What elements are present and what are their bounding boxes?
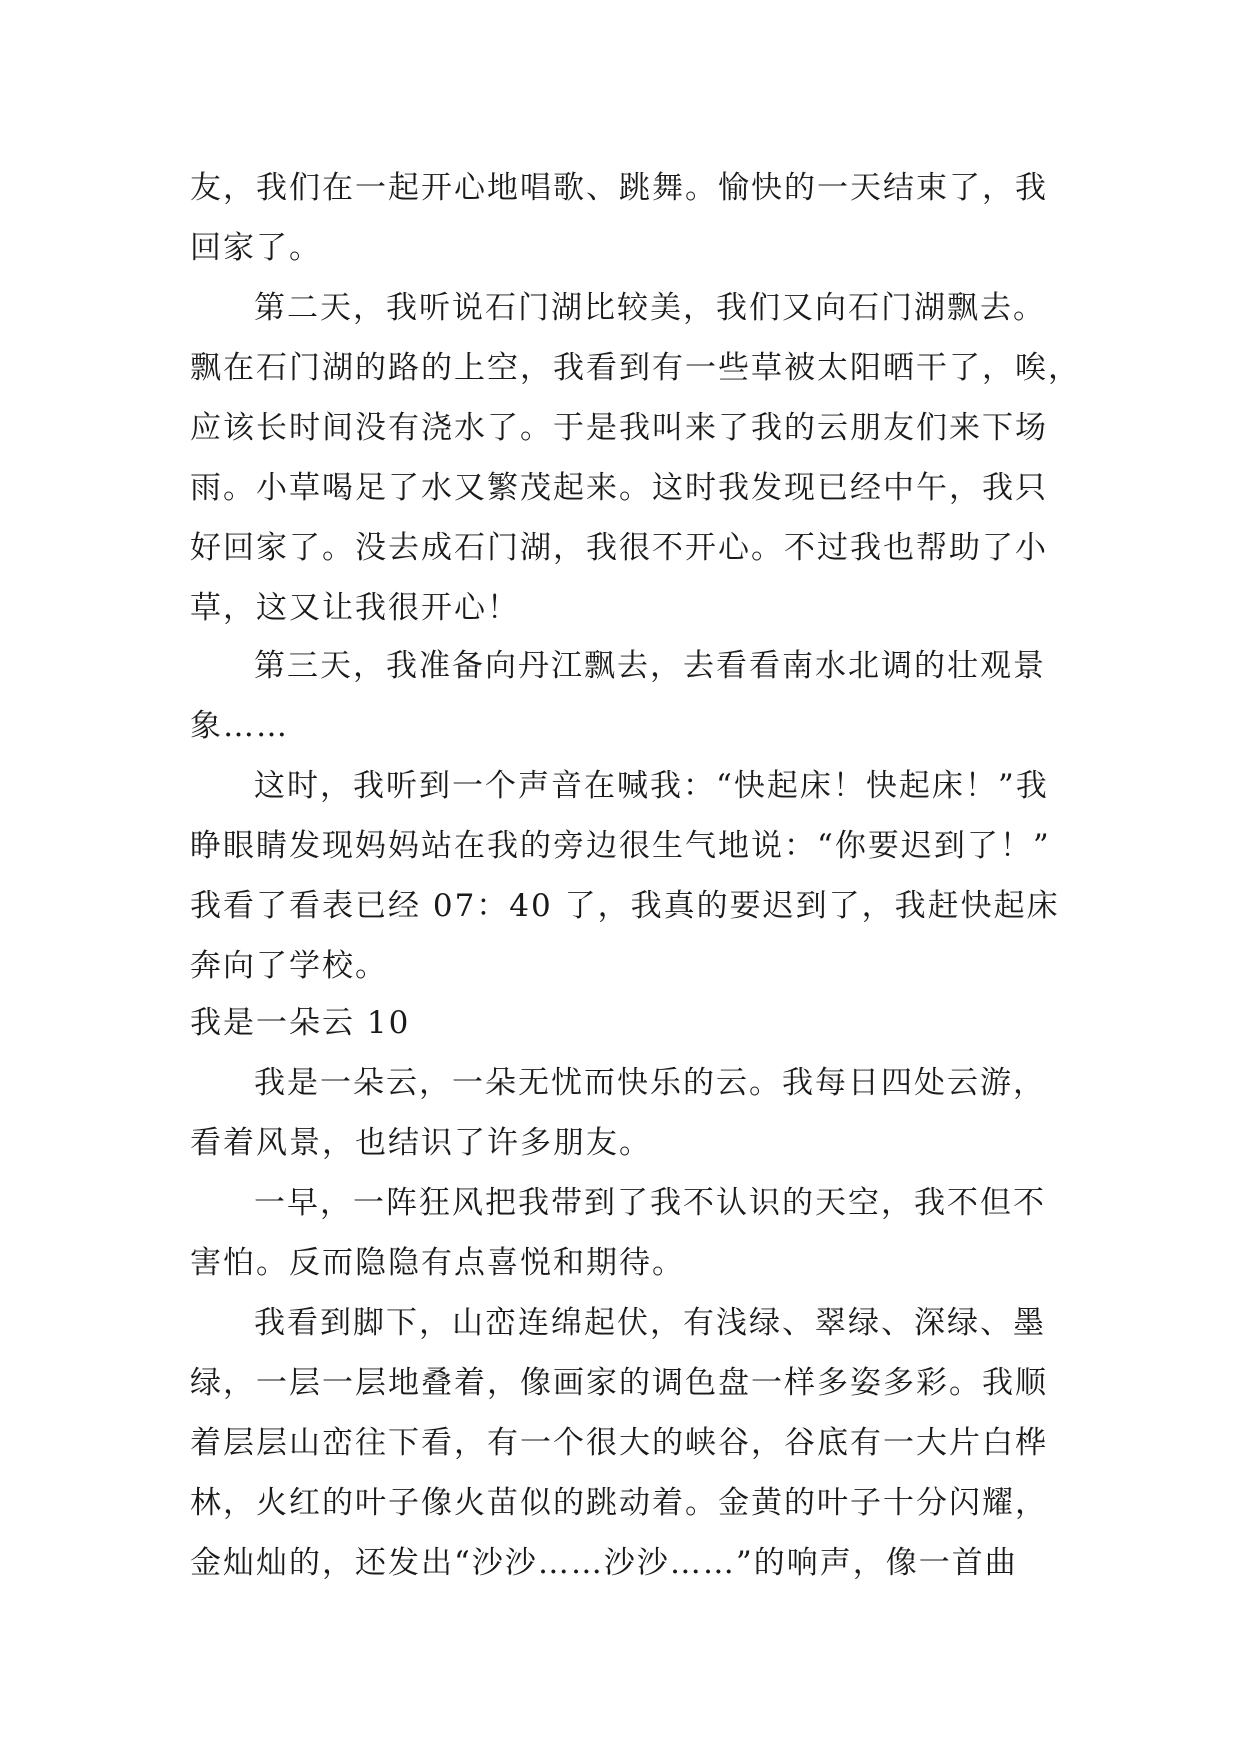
text-line: 看着风景，也结识了许多朋友。	[190, 1125, 652, 1161]
text-line: 绿，一层一层地叠着，像画家的调色盘一样多姿多彩。我顺	[190, 1365, 1048, 1401]
text-line: 林，火红的叶子像火苗似的跳动着。金黄的叶子十分闪耀，	[190, 1485, 1048, 1521]
text-line: 飘在石门湖的路的上空，我看到有一些草被太阳晒干了，唉，	[190, 350, 1081, 386]
text-line: 金灿灿的，还发出“沙沙……沙沙……”的响声，像一首曲	[190, 1545, 1018, 1581]
text-line: 害怕。反而隐隐有点喜悦和期待。	[190, 1245, 685, 1281]
text-line: 回家了。	[190, 230, 322, 266]
text-line: 好回家了。没去成石门湖，我很不开心。不过我也帮助了小	[190, 530, 1048, 566]
text-line: 草，这又让我很开心！	[190, 590, 520, 626]
paragraph-start-line: 我看到脚下，山峦连绵起伏，有浅绿、翠绿、深绿、墨	[254, 1305, 1046, 1341]
text-line: 雨。小草喝足了水又繁茂起来。这时我发现已经中午，我只	[190, 470, 1048, 506]
text-line: 友，我们在一起开心地唱歌、跳舞。愉快的一天结束了，我	[190, 170, 1048, 206]
text-line: 着层层山峦往下看，有一个很大的峡谷，谷底有一大片白桦	[190, 1425, 1048, 1461]
text-line: 我看了看表已经 07：40 了，我真的要迟到了，我赶快起床	[190, 888, 1060, 924]
text-line: 睁眼睛发现妈妈站在我的旁边很生气地说：“你要迟到了！”	[190, 828, 1051, 864]
paragraph-start-line: 一早，一阵狂风把我带到了我不认识的天空，我不但不	[254, 1185, 1046, 1221]
paragraph-start-line: 我是一朵云，一朵无忧而快乐的云。我每日四处云游，	[254, 1065, 1046, 1101]
paragraph-start-line: 这时，我听到一个声音在喊我：“快起床！快起床！”我	[254, 768, 1049, 804]
text-line: 象……	[190, 708, 289, 744]
text-line: 奔向了学校。	[190, 948, 388, 984]
paragraph-start-line: 第三天，我准备向丹江飘去，去看看南水北调的壮观景	[254, 648, 1046, 684]
section-heading: 我是一朵云 10	[190, 1005, 411, 1041]
paragraph-start-line: 第二天，我听说石门湖比较美，我们又向石门湖飘去。	[254, 290, 1046, 326]
text-line: 应该长时间没有浇水了。于是我叫来了我的云朋友们来下场	[190, 410, 1048, 446]
